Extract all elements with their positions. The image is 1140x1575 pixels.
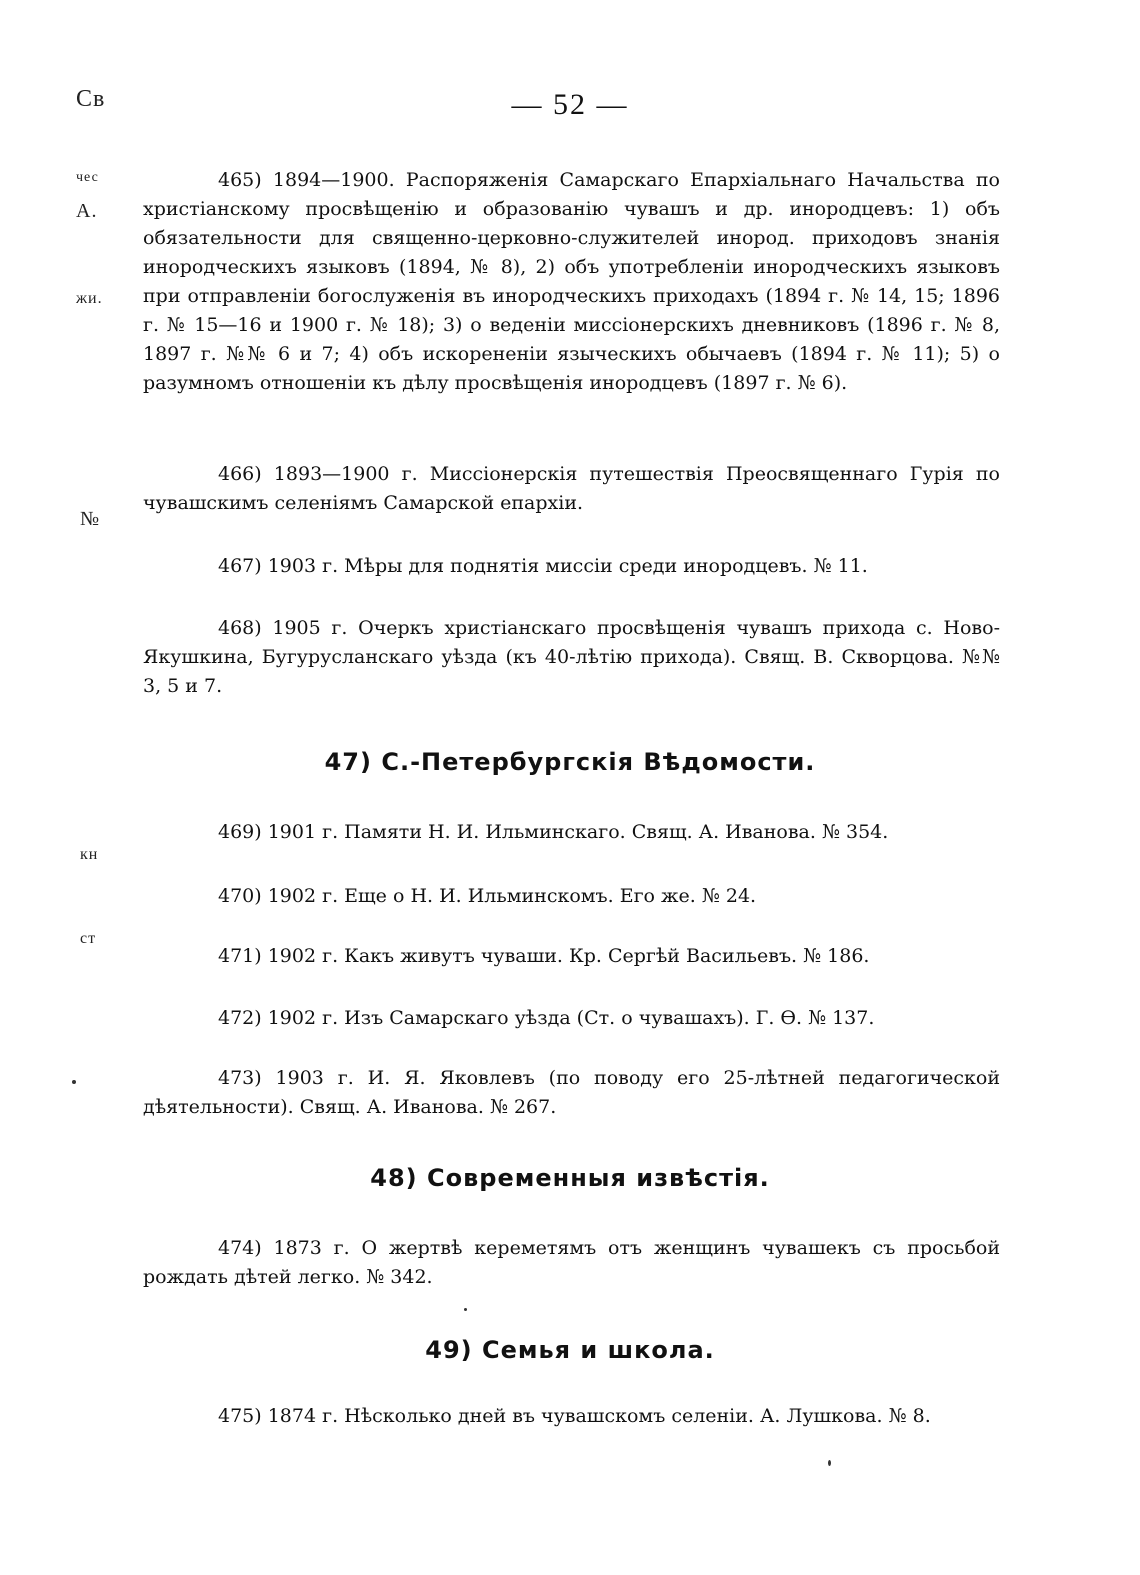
bibliography-entry-472: 472) 1902 г. Изъ Самарскаго уѣзда (Ст. о чувашахъ). Г. Ѳ. № 137. (218, 1007, 875, 1029)
margin-note: А. (76, 200, 98, 222)
margin-note: кн (80, 846, 99, 863)
scan-speck (828, 1460, 831, 1466)
margin-note: чес (76, 170, 99, 185)
scan-speck (464, 1308, 467, 1311)
margin-note: жи. (76, 290, 103, 307)
section-title-48: 48) Современныя извѣстія. (370, 1164, 770, 1192)
bibliography-entry-468: 468) 1905 г. Очеркъ христіанскаго просвѣщенія чувашъ прихода с. Ново-Якушкина, Бугурусланскаго уѣзда (къ 40-лѣтію прихода). Свящ. В. Скворцова. №№ 3, 5 и 7. (143, 617, 1000, 697)
section-title-47: 47) С.-Петербургскія Вѣдомости. (324, 748, 816, 776)
bibliography-entry-467: 467) 1903 г. Мѣры для поднятія миссіи среди инородцевъ. № 11. (218, 555, 868, 577)
page-number: — 52 — (511, 88, 629, 121)
margin-note: № (80, 508, 101, 530)
margin-note: Св (76, 86, 106, 112)
margin-note: ст (80, 930, 97, 947)
section-title-49: 49) Семья и школа. (425, 1336, 715, 1364)
bibliography-entry-473: 473) 1903 г. И. Я. Яковлевъ (по поводу его 25-лѣтней педагогической дѣятельности). Свящ. А. Иванова. № 267. (143, 1067, 1000, 1118)
bibliography-entry-465: 465) 1894—1900. Распоряженія Самарскаго Епархіальнаго Начальства по христіанскому просвѣщенію и образованію чувашъ и др. инородцевъ: 1) объ обязательности для священно-церковно-служителей инород. приходовъ знанія инородческихъ языковъ (1894, № 8), 2) объ употребленіи инородческихъ языковъ при отправленіи богослуженія въ инородческихъ приходахъ (1894 г. № 14, 15; 1896 г. № 15—16 и 1900 г. № 18); 3) о веденіи миссіонерскихъ дневниковъ (1896 г. № 8, 1897 г. №№ 6 и 7; 4) объ искорененіи языческихъ обычаевъ (1894 г. № 11); 5) о разумномъ отношеніи къ дѣлу просвѣщенія инородцевъ (1897 г. № 6). (143, 169, 1000, 394)
bibliography-entry-474: 474) 1873 г. О жертвѣ кереметямъ отъ женщинъ чувашекъ съ просьбой рождать дѣтей легко. № 342. (143, 1237, 1000, 1288)
bibliography-entry-475: 475) 1874 г. Нѣсколько дней въ чувашскомъ селеніи. А. Лушкова. № 8. (218, 1405, 931, 1427)
scan-speck (72, 1080, 76, 1084)
bibliography-entry-469: 469) 1901 г. Памяти Н. И. Ильминскаго. Свящ. А. Иванова. № 354. (218, 821, 889, 843)
bibliography-entry-466: 466) 1893—1900 г. Миссіонерскія путешествія Преосвященнаго Гурія по чувашскимъ селеніямъ Самарской епархіи. (143, 463, 1000, 514)
bibliography-entry-471: 471) 1902 г. Какъ живутъ чуваши. Кр. Сергѣй Васильевъ. № 186. (218, 945, 870, 967)
bibliography-entry-470: 470) 1902 г. Еще о Н. И. Ильминскомъ. Его же. № 24. (218, 885, 757, 907)
